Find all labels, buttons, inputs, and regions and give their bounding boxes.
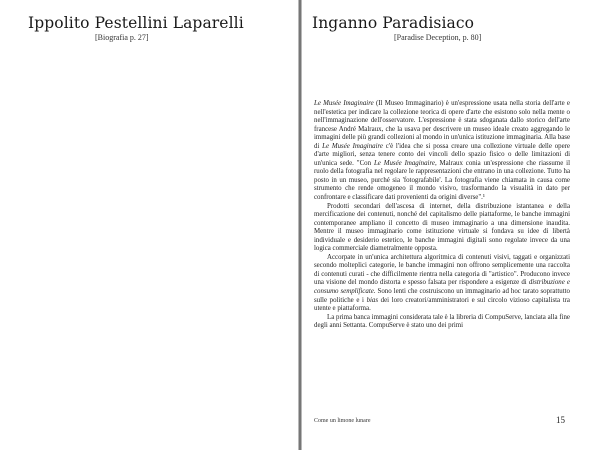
left-page-subtitle: [Biografia p. 27] [95, 33, 149, 42]
paragraph-2: Prodotti secondari dell'ascesa di internet, della distribuzione istantanea e della mercificazione dei contenuti, nonché del capitalismo delle piattaforme, le banche immagini contemporanee ampliano il concetto di museo immaginario a una dimensione inaudita. Mentre il museo immaginario come istituzione virtuale si fondava su idee di libertà individuale e desiderio estetico, le banche immagini digitali sono regolate invece da una logica commerciale diametralmente opposta. [314, 202, 570, 253]
body-text [314, 100, 570, 331]
right-page-subtitle: [Paradise Deception, p. 80] [394, 33, 482, 42]
left-page [0, 0, 298, 450]
paragraph-4: La prima banca immagini considerata tale è la libreria di CompuServe, lanciata alla fine degli anni Settanta. CompuServe è stato uno dei primi [314, 313, 570, 330]
page-number: 15 [556, 415, 565, 425]
left-page-title: Ippolito Pestellini Laparelli [28, 14, 244, 32]
right-page [302, 0, 600, 450]
paragraph-1: Le Musée Imaginaire (Il Museo Immaginario) è un'espressione usata nella storia dell'arte e nell'estetica per indicare la collezione teorica di opere d'arte che esistono solo nella mente o nell'immaginazione dell'osservatore. L'espressione è stata sdoganata dallo storico dell'arte francese André Malraux, che la usava per descrivere un museo ideale creato aggregando le immagini delle più grandi collezioni al mondo in un'unica istituzione immaginaria. Alla base di Le Musée Imaginaire c'è l'idea che si possa creare una collezione virtuale delle opere d'arte migliori, senza tenere conto dei vincoli dello spazio fisico o delle limitazioni di un'unica sede. "Con Le Musée Imaginaire, Malraux conia un'espressione che riassume il ruolo della fotografia nel regolare le rappresentazioni che entrano in una collezione. Tutto ha posto in un museo, purché sia 'fotografabile'. La fotografia viene chiamata in causa come strumento che rende omogeneo il mondo visivo, trasformando la visualità in dato per confrontare e classificare dati provenienti da origini diverse".¹ [314, 100, 570, 202]
running-footer: Come un limone lunare [314, 418, 371, 424]
paragraph-3: Accorpate in un'unica architettura algoritmica di contenuti visivi, taggati e organizzati secondo molteplici categorie, le banche immagini non offrono semplicemente una raccolta di contenuti curati - che difficilmente rientra nella categoria di "artistico". Producono invece una visione del mondo distorta e spesso falsata per rispondere a esigenze di distribuzione e consumo semplificate. Sono lenti che costruiscono un immaginario ad hoc tarato soprattutto sulle politiche e i bias dei loro creatori/amministratori e sul circolo vizioso capitalista tra utente e piattaforma. [314, 253, 570, 313]
right-page-title: Inganno Paradisiaco [312, 14, 475, 32]
